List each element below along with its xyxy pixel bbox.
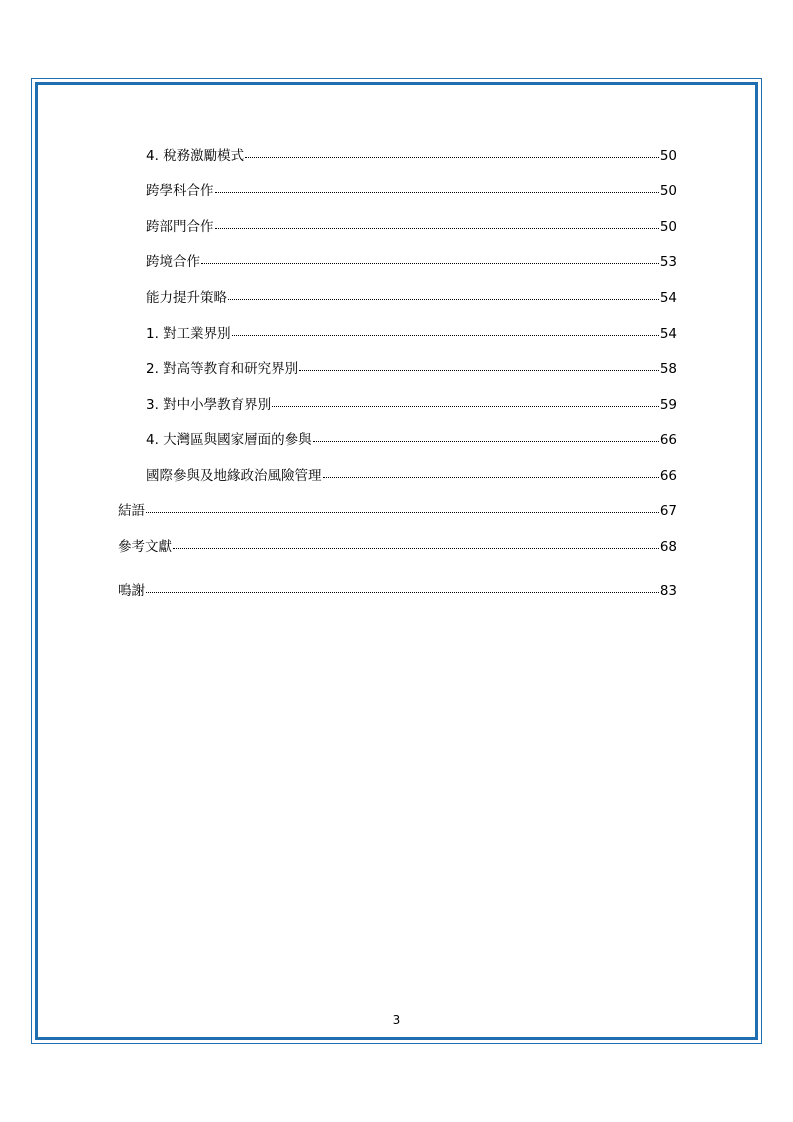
toc-entry-page: 83 <box>659 583 677 599</box>
toc-dot-leader <box>245 156 659 158</box>
toc-entry[interactable] <box>146 431 677 449</box>
toc-entry-label: 參考文獻 <box>118 539 172 555</box>
toc-entry-page: 68 <box>659 539 677 555</box>
toc-entry-label: 鳴謝 <box>118 583 145 599</box>
toc-entry-label: 結語 <box>118 503 145 519</box>
toc-entry-page: 54 <box>659 290 677 306</box>
toc-entry-page: 54 <box>659 326 677 342</box>
toc-entry[interactable] <box>146 147 677 165</box>
toc-dot-leader <box>313 440 659 442</box>
toc-dot-leader <box>146 591 659 593</box>
toc-entry[interactable] <box>146 325 677 343</box>
toc-entry-label: 跨境合作 <box>146 254 200 270</box>
toc-entry-label: 4. 大灣區與國家層面的參與 <box>146 432 312 448</box>
toc-dot-leader <box>215 227 659 229</box>
toc-entry[interactable] <box>146 253 677 271</box>
toc-entry[interactable] <box>118 538 677 556</box>
toc-entry-label: 3. 對中小學教育界別 <box>146 397 272 413</box>
toc-entry-label: 國際參與及地緣政治風險管理 <box>146 468 322 484</box>
toc-entry[interactable] <box>146 289 677 307</box>
toc-entry-label: 4. 稅務激勵模式 <box>146 148 245 164</box>
toc-entry[interactable] <box>146 467 677 485</box>
toc-entry-page: 58 <box>659 361 677 377</box>
toc-entry-page: 50 <box>659 183 677 199</box>
toc-entry[interactable] <box>118 502 677 520</box>
toc-dot-leader <box>299 369 659 371</box>
toc-entry[interactable] <box>146 360 677 378</box>
toc-entry-page: 67 <box>659 503 677 519</box>
toc-entry[interactable] <box>146 182 677 200</box>
toc-dot-leader <box>146 511 659 513</box>
toc-entry-page: 66 <box>659 468 677 484</box>
toc-dot-leader <box>201 262 659 264</box>
toc-dot-leader <box>173 547 659 549</box>
toc-entry-label: 跨部門合作 <box>146 219 214 235</box>
toc-entry-page: 53 <box>659 254 677 270</box>
toc-dot-leader <box>232 334 659 336</box>
toc-entry-page: 50 <box>659 148 677 164</box>
toc-entry[interactable] <box>146 218 677 236</box>
toc-entry[interactable] <box>146 396 677 414</box>
toc-entry-label: 2. 對高等教育和研究界別 <box>146 361 299 377</box>
toc-entry-label: 1. 對工業界別 <box>146 326 231 342</box>
toc-entry-page: 50 <box>659 219 677 235</box>
page-number: 3 <box>392 1013 401 1027</box>
toc-dot-leader <box>272 405 659 407</box>
toc-entry-label: 能力提升策略 <box>146 290 227 306</box>
toc-dot-leader <box>323 476 659 478</box>
toc-entry-page: 66 <box>659 432 677 448</box>
toc-dot-leader <box>228 298 659 300</box>
toc-dot-leader <box>215 191 659 193</box>
toc-entry-page: 59 <box>659 397 677 413</box>
toc-entry-label: 跨學科合作 <box>146 183 214 199</box>
toc-entry[interactable] <box>118 582 677 600</box>
